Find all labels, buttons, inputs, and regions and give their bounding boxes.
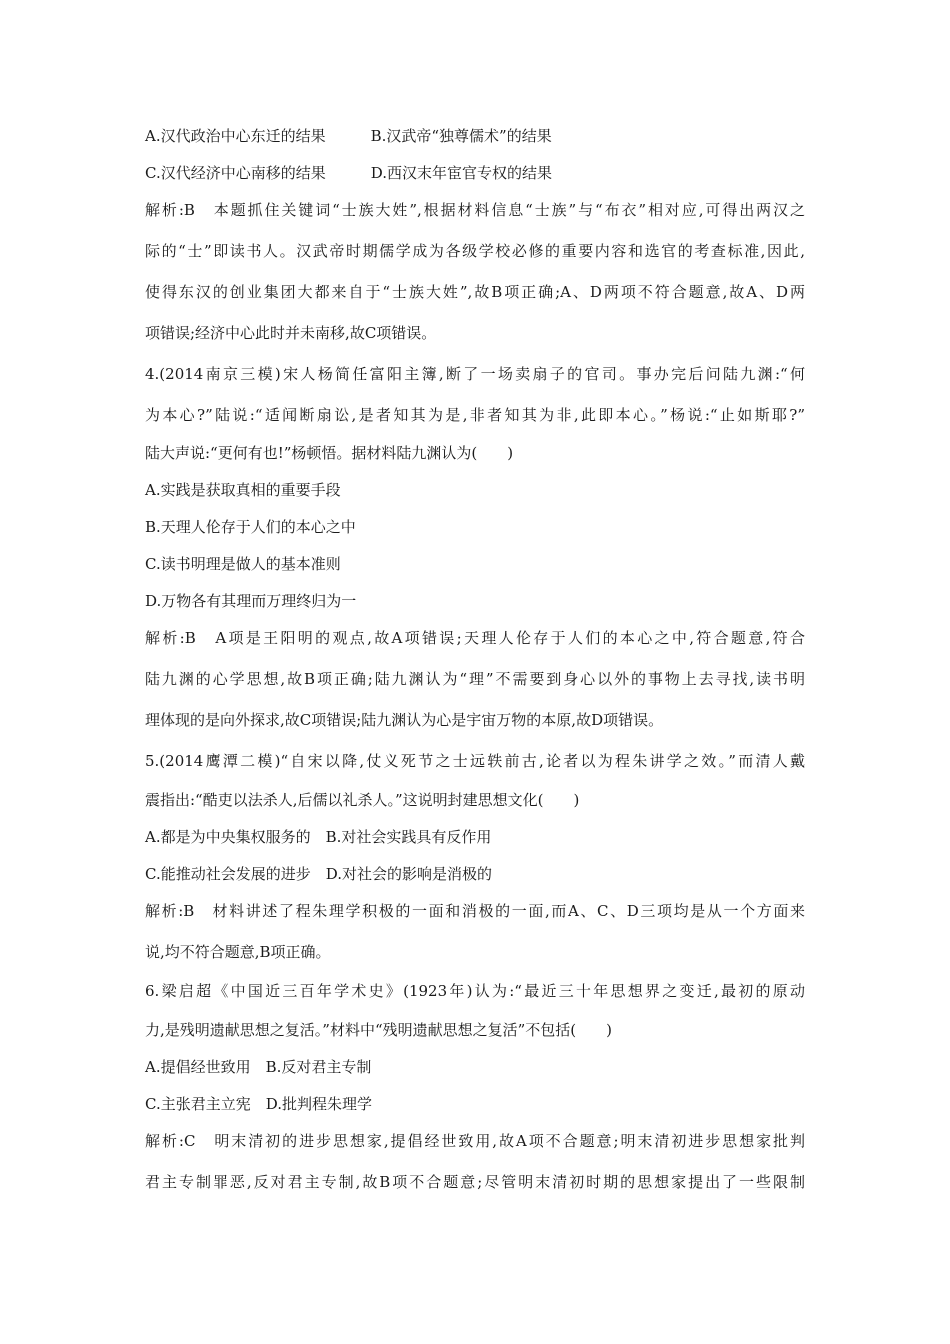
- q4-analysis-line-2: 陆九渊的心学思想,故B项正确;陆九渊认为“理”不需要到身心以外的事物上去寻找,读书明: [145, 670, 805, 688]
- q5-analysis-line-2: 说,均不符合题意,B项正确。: [145, 943, 331, 961]
- q4-analysis-line-3: 理体现的是向外探求,故C项错误;陆九渊认为心是宇宙万物的本原,故D项错误。: [145, 711, 664, 729]
- q3-analysis-line-4: 项错误;经济中心此时并未南移,故C项错误。: [145, 324, 437, 342]
- q6-stem-line-1: 6.梁启超《中国近三百年学术史》(1923年)认为:“最近三十年思想界之变迁,最初的原动: [145, 982, 805, 1000]
- q3-options-line-2: C.汉代经济中心南移的结果 D.西汉末年宦官专权的结果: [145, 164, 552, 182]
- q6-stem-line-2: 力,是残明遗献思想之复活。”材料中“残明遗献思想之复活”不包括( ): [145, 1021, 612, 1039]
- q3-analysis-line-2: 际的“士”即读书人。汉武帝时期儒学成为各级学校必修的重要内容和选官的考查标准,因此,: [145, 242, 805, 260]
- q4-option-a: A.实践是获取真相的重要手段: [145, 481, 341, 499]
- q5-stem-line-1: 5.(2014鹰潭二模)“自宋以降,仗义死节之士远轶前古,论者以为程朱讲学之效。”而清人戴: [145, 752, 805, 770]
- q4-stem-line-2: 为本心?”陆说:“适闻断扇讼,是者知其为是,非者知其为非,此即本心。”杨说:“止如斯耶?”: [145, 406, 805, 424]
- q4-option-d: D.万物各有其理而万理终归为一: [145, 592, 357, 610]
- q6-analysis-line-1: 解析:C 明末清初的进步思想家,提倡经世致用,故A项不合题意;明末清初进步思想家批判: [145, 1132, 805, 1150]
- q3-analysis-line-1: 解析:B 本题抓住关键词“士族大姓”,根据材料信息“士族”与“布衣”相对应,可得出两汉之: [145, 201, 805, 219]
- q4-stem-line-3: 陆大声说:“更何有也!”杨顿悟。据材料陆九渊认为( ): [145, 444, 514, 462]
- q5-options-line-2: C.能推动社会发展的进步 D.对社会的影响是消极的: [145, 865, 492, 883]
- q4-option-b: B.天理人伦存于人们的本心之中: [145, 518, 356, 536]
- q6-options-line-1: A.提倡经世致用 B.反对君主专制: [145, 1058, 372, 1076]
- q6-analysis-line-2: 君主专制罪恶,反对君主专制,故B项不合题意;尽管明末清初时期的思想家提出了一些限制: [145, 1173, 805, 1191]
- q3-options-line-1: A.汉代政治中心东迁的结果 B.汉武帝“独尊儒术”的结果: [145, 127, 552, 145]
- q4-stem-line-1: 4.(2014南京三模)宋人杨简任富阳主簿,断了一场卖扇子的官司。事办完后问陆九渊:“何: [145, 365, 805, 383]
- q4-analysis-line-1: 解析:B A项是王阳明的观点,故A项错误;天理人伦存于人们的本心之中,符合题意,符合: [145, 629, 805, 647]
- q3-analysis-line-3: 使得东汉的创业集团大都来自于“士族大姓”,故B项正确;A、D两项不符合题意,故A、D两: [145, 283, 805, 301]
- q6-options-line-2: C.主张君主立宪 D.批判程朱理学: [145, 1095, 372, 1113]
- q5-analysis-line-1: 解析:B 材料讲述了程朱理学积极的一面和消极的一面,而A、C、D三项均是从一个方面来: [145, 902, 805, 920]
- q4-option-c: C.读书明理是做人的基本准则: [145, 555, 341, 573]
- q5-stem-line-2: 震指出:“酷吏以法杀人,后儒以礼杀人。”这说明封建思想文化( ): [145, 791, 580, 809]
- q5-options-line-1: A.都是为中央集权服务的 B.对社会实践具有反作用: [145, 828, 492, 846]
